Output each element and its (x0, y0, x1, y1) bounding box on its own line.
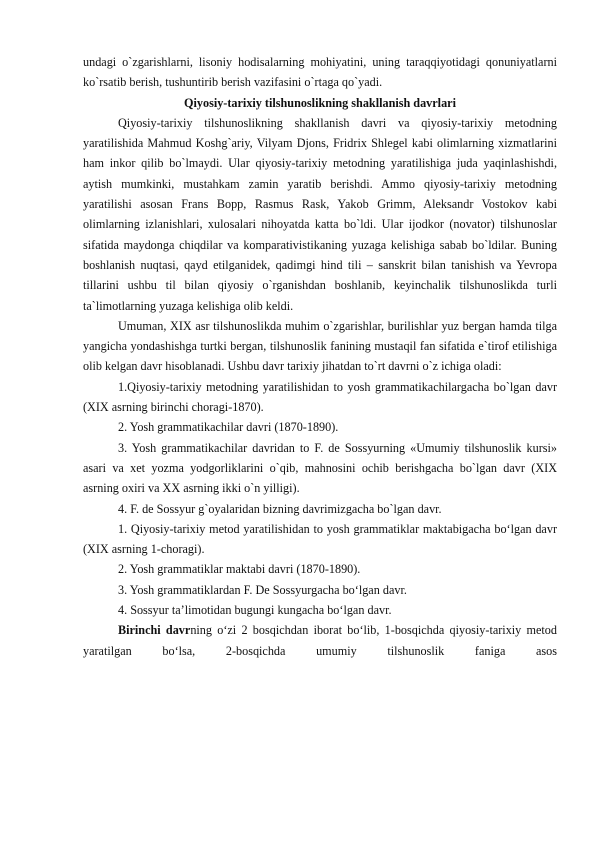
list-item: 1. Qiyosiy-tarixiy metod yaratilishidan to yosh grammatiklar maktabigacha bo‘lgan davr (XIX asrning 1-choragi). (83, 521, 557, 557)
final-paragraph (83, 620, 557, 661)
list-item: 3. Yosh grammatikachilar davridan to F. de Sossyurning «Umumiy tilshunoslik kursi» asari va xet yozma yodgorliklarini o`qib, mahnosini ochib berishgacha bo`lgan davr (XIX asrning oxiri va XX asrning ikki o`n yilligi). (83, 440, 557, 496)
final-paragraph-text: ning o‘zi 2 bosqichdan iborat bo‘lib, 1-bosqichda qiyosiy-tarixiy metod yaratilgan bo‘lsa, 2-bosqichda umumiy tilshunoslik faniga asos (83, 623, 557, 658)
bold-lead: Birinchi davr (118, 623, 191, 638)
document-page (83, 52, 557, 661)
body-paragraph: Qiyosiy-tarixiy tilshunoslikning shakllanish davri va qiyosiy-tarixiy metodning yaratilishida Mahmud Koshg`ariy, Vilyam Djons, Fridrix Shlegel kabi olimlarning xizmatlarini ham inkor qilib bo`lmaydi. Ular qiyosiy-tarixiy metodning yaratilishiga juda yaqinlashishdi, aytish mumkinki, mustahkam zamin yaratib berishdi. Ammo qiyosiy-tarixiy metodning yaratilishi asosan Frans Bopp, Rasmus Rask, Yakob Grimm, Aleksandr Vostokov kabi olimlarning izlanishlari, xulosalari nihoyatda katta bo`ldi. Ular ijodkor (novator) tilshunoslar sifatida maydonga chiqdilar va komparativistikaning yuzaga kelishiga sabab bo`ldilar. Buning boshlanish nuqtasi, qayd etilganidek, qadimgi hind tili – sanskrit bilan tanishish va Yevropa tillarini ushbu til bilan qiyosiy o`rganishdan boshlanib, keyinchalik tilshunoslikda turli ta`limotlarning yuzaga kelishiga olib keldi. (83, 115, 557, 313)
list-item: 1.Qiyosiy-tarixiy metodning yaratilishidan to yosh grammatikachilargacha bo`lgan davr (XIX asrning birinchi choragi-1870). (83, 379, 557, 415)
section-title: Qiyosiy-tarixiy tilshunoslikning shakllanish davrlari (184, 95, 456, 110)
list-item: 3. Yosh grammatiklardan F. De Sossyurgacha bo‘lgan davr. (118, 582, 407, 597)
intro-paragraph: undagi o`zgarishlarni, lisoniy hodisalarning mohiyatini, uning taraqqiyotidagi qonuniyatlarni ko`rsatib berish, tushuntirib berish vazifasini o`rtaga qo`yadi. (83, 55, 557, 90)
list-item: 2. Yosh grammatiklar maktabi davri (1870-1890). (118, 562, 361, 577)
body-paragraph: Umuman, XIX asr tilshunoslikda muhim o`zgarishlar, burilishlar yuz bergan hamda tilga yangicha yondashishga turtki bergan, tilshunoslik fanining mustaqil fan sifatida e`tirof etilishiga olib kelgan davr hisoblanadi. Ushbu davr tarixiy jihatdan to`rt davrni o`z ichiga oladi: (83, 318, 557, 374)
list-item: 4. F. de Sossyur g`oyalaridan bizning davrimizgacha bo`lgan davr. (118, 501, 442, 516)
list-item: 2. Yosh grammatikachilar davri (1870-1890). (118, 420, 339, 435)
list-item: 4. Sossyur ta’limotidan bugungi kungacha bo‘lgan davr. (118, 603, 392, 618)
